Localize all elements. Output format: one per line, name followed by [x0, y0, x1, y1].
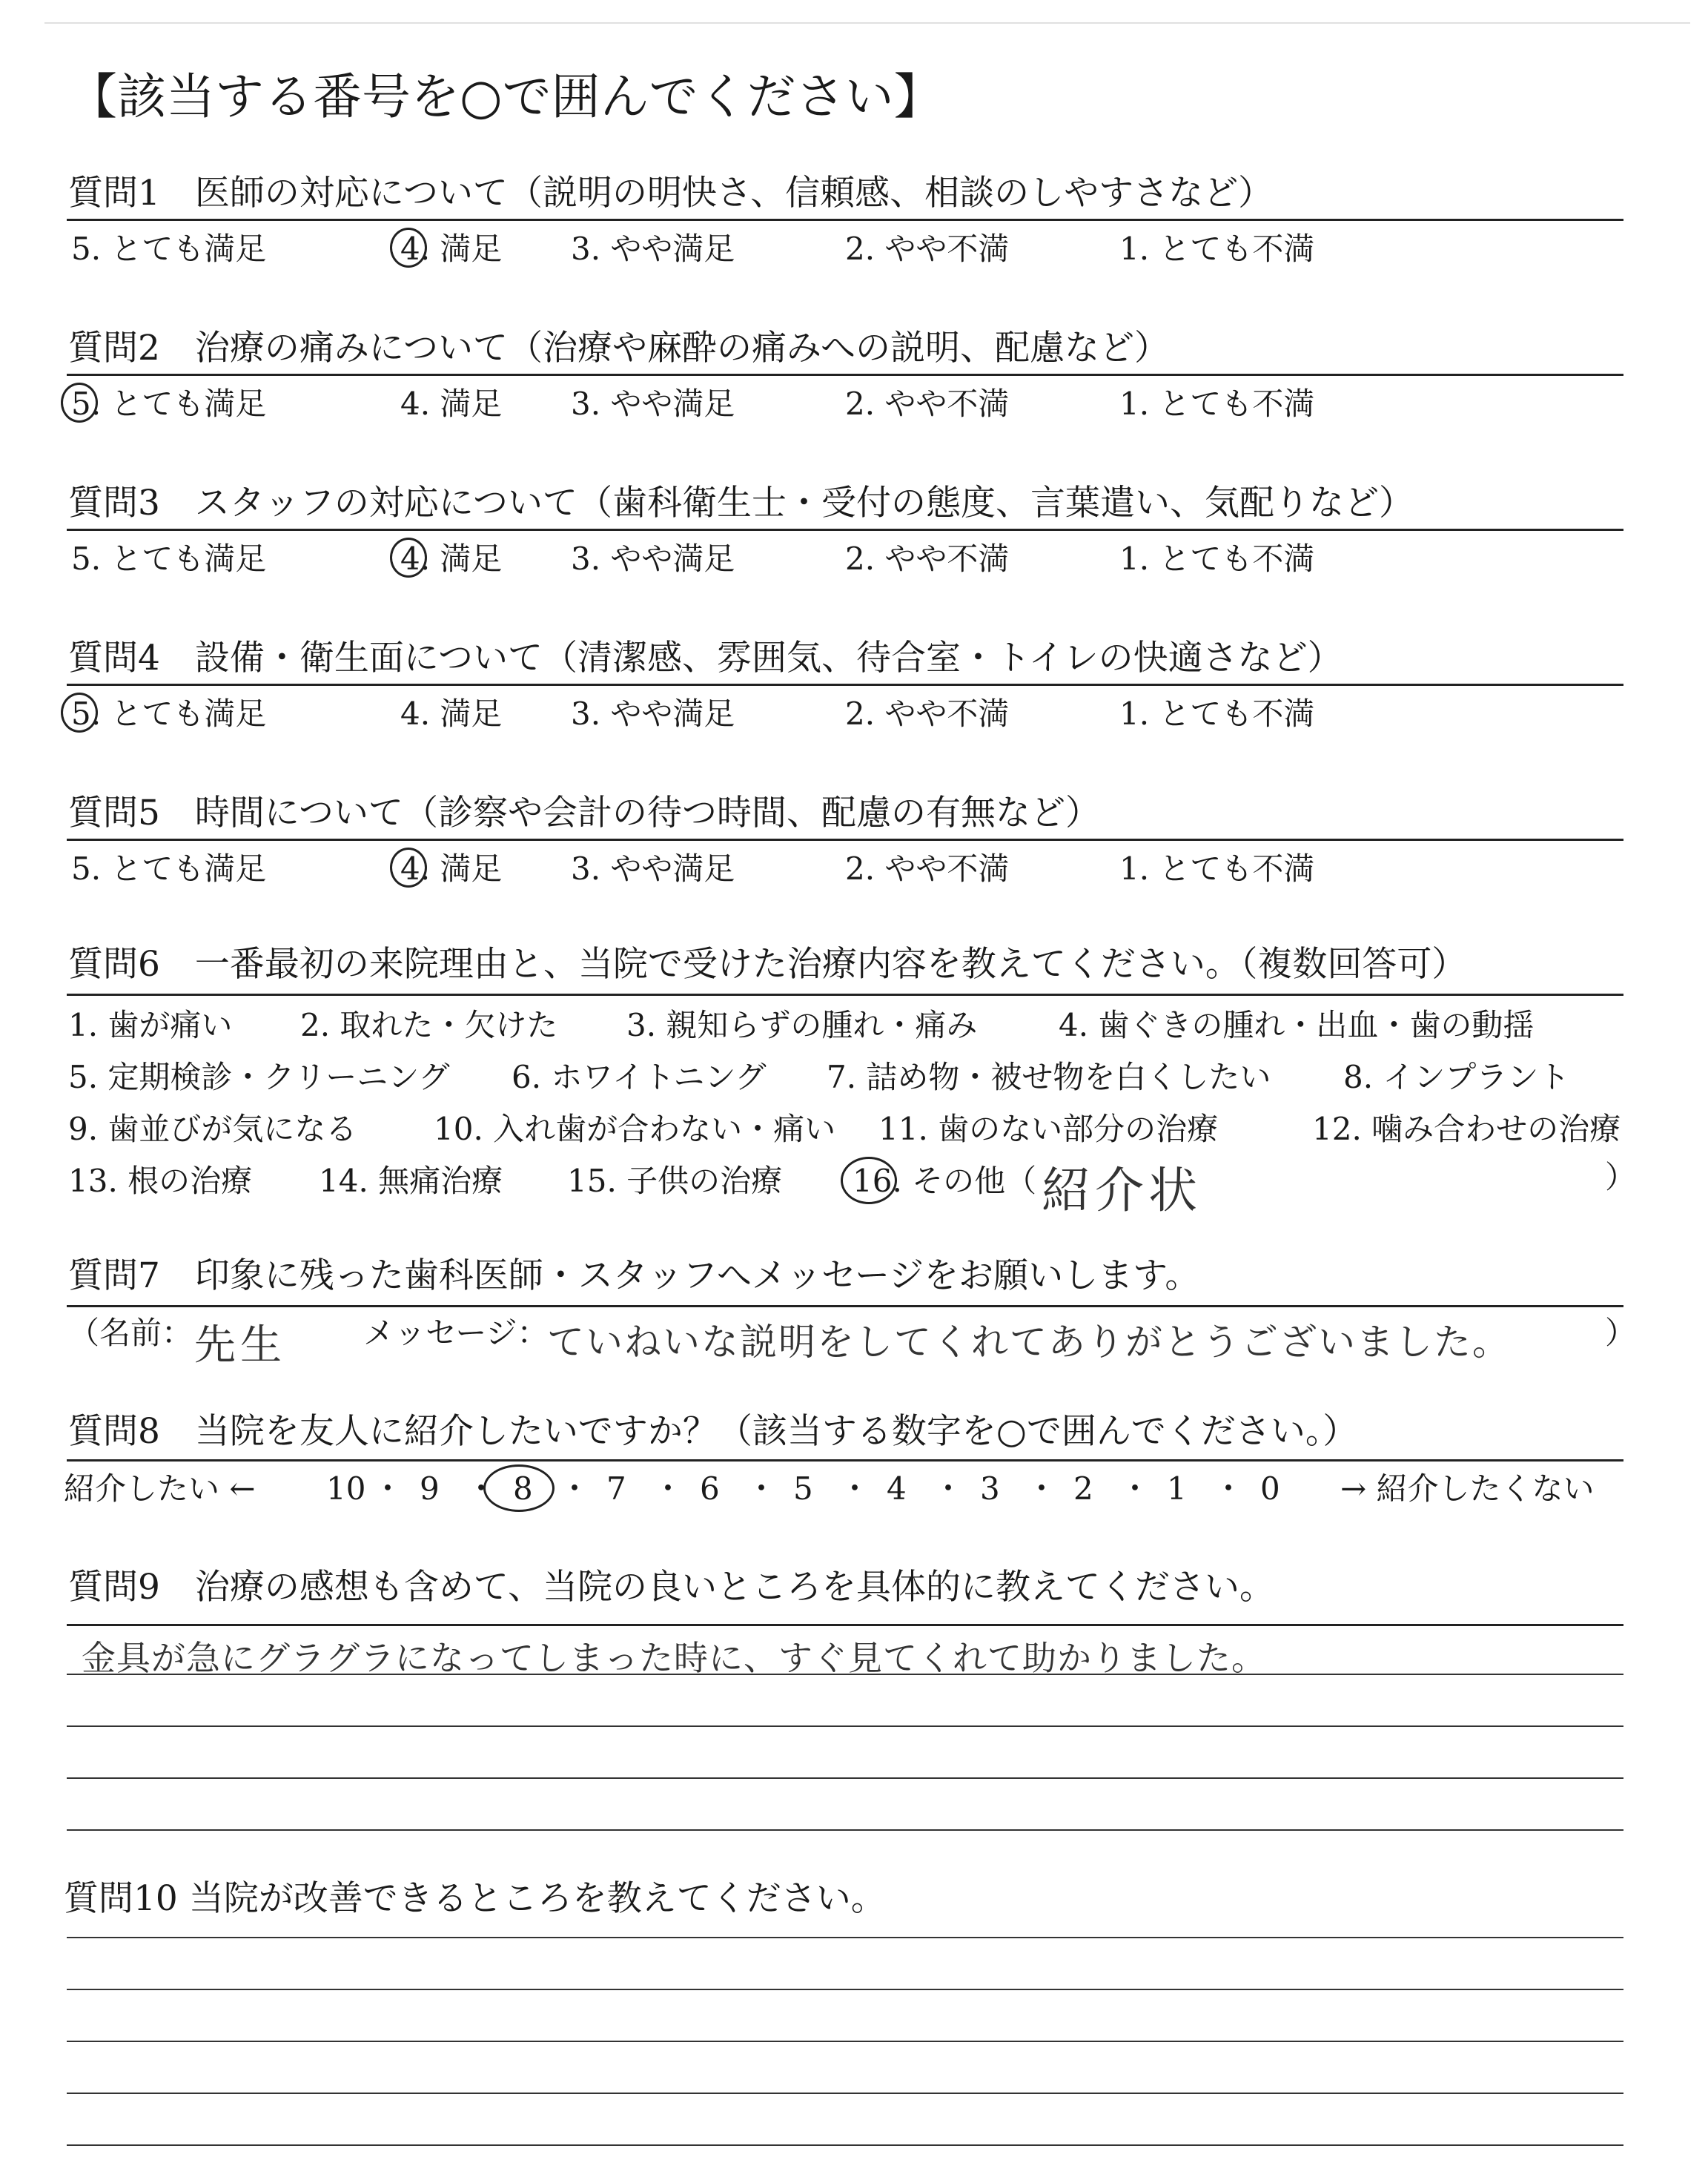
q6-option-15[interactable]: 15. 子供の治療 — [567, 1163, 783, 1199]
q1-option-3[interactable]: 3. やや満足 — [571, 231, 735, 267]
q8-selection-circle — [483, 1464, 555, 1512]
q5-selection-circle — [390, 848, 427, 888]
q5-option-4[interactable]: 4. 満足 — [400, 851, 503, 887]
q2-selection-circle — [61, 383, 98, 423]
q8-scale-separator: ・ — [652, 1470, 684, 1507]
q9-line-4 — [67, 1829, 1623, 1831]
q8-scale-10[interactable]: 10 — [326, 1470, 366, 1507]
q1-selection-circle — [390, 228, 427, 268]
q3-option-1[interactable]: 1. とても不満 — [1119, 541, 1315, 577]
q7-message-label: メッセージ： — [363, 1315, 549, 1351]
q4-option-2[interactable]: 2. やや不満 — [845, 696, 1010, 732]
q5-option-3[interactable]: 3. やや満足 — [571, 851, 735, 887]
q8-scale-separator: ・ — [1213, 1470, 1245, 1507]
q8-scale-separator: ・ — [839, 1470, 871, 1507]
q1-option-4[interactable]: 4. 満足 — [400, 231, 503, 267]
q1-option-1[interactable]: 1. とても不満 — [1119, 231, 1315, 267]
q10-line-2 — [67, 1989, 1623, 1990]
q8-scale-separator: ・ — [746, 1470, 778, 1507]
q7-rule — [67, 1305, 1623, 1307]
q2-heading: 質問2 治療の痛みについて（治療や麻酔の痛みへの説明、配慮など） — [68, 328, 1170, 369]
q2-option-1[interactable]: 1. とても不満 — [1119, 386, 1315, 422]
q8-scale-1[interactable]: 1 — [1167, 1470, 1187, 1507]
q6-rule — [67, 994, 1623, 996]
q3-rule — [67, 529, 1623, 531]
q6-option-7[interactable]: 7. 詰め物・被せ物を白くしたい — [827, 1059, 1271, 1095]
q8-scale-separator: ・ — [1026, 1470, 1058, 1507]
q5-option-2[interactable]: 2. やや不満 — [845, 851, 1010, 887]
q7-name-value[interactable]: 先生 — [194, 1321, 286, 1370]
q8-rule — [67, 1459, 1623, 1462]
q7-message-value[interactable]: ていねいな説明をしてくれてありがとうございました。 — [547, 1321, 1511, 1364]
q8-scale-7[interactable]: 7 — [606, 1470, 626, 1507]
q6-option-10[interactable]: 10. 入れ歯が合わない・痛い — [434, 1111, 836, 1147]
q4-option-1[interactable]: 1. とても不満 — [1119, 696, 1315, 732]
q2-rule — [67, 374, 1623, 376]
q3-option-3[interactable]: 3. やや満足 — [571, 541, 735, 577]
q2-option-5[interactable]: 5. とても満足 — [71, 386, 267, 422]
q5-option-1[interactable]: 1. とても不満 — [1119, 851, 1315, 887]
q6-option-9[interactable]: 9. 歯並びが気になる — [68, 1111, 357, 1147]
q10-line-4 — [67, 2093, 1623, 2094]
q6-option-8[interactable]: 8. インプラント — [1343, 1059, 1570, 1095]
q5-heading: 質問5 時間について（診察や会計の待つ時間、配慮の有無など） — [68, 793, 1100, 833]
q6-option-12[interactable]: 12. 噛み合わせの治療 — [1312, 1111, 1621, 1147]
q2-option-4[interactable]: 4. 満足 — [400, 386, 503, 422]
q1-heading: 質問1 医師の対応について（説明の明快さ、信頼感、相談のしやすさなど） — [68, 173, 1274, 214]
q8-scale-separator: ・ — [372, 1470, 404, 1507]
q6-option-16[interactable]: 16. その他（ — [853, 1163, 1037, 1199]
q10-line-5 — [67, 2144, 1623, 2146]
q9-rule-top — [67, 1624, 1623, 1626]
q8-scale-separator: ・ — [1119, 1470, 1151, 1507]
q3-selection-circle — [390, 538, 427, 578]
q6-option-3[interactable]: 3. 親知らずの腫れ・痛み — [626, 1007, 978, 1043]
q6-other-text[interactable]: 紹介状 — [1042, 1162, 1202, 1219]
q10-line-3 — [67, 2041, 1623, 2042]
q6-option-2[interactable]: 2. 取れた・欠けた — [300, 1007, 558, 1043]
q1-option-5[interactable]: 5. とても満足 — [71, 231, 267, 267]
q5-option-5[interactable]: 5. とても満足 — [71, 851, 267, 887]
q10-line-1 — [67, 1937, 1623, 1938]
q4-option-3[interactable]: 3. やや満足 — [571, 696, 735, 732]
q8-left-label: 紹介したい ← — [64, 1470, 256, 1507]
q6-option-14[interactable]: 14. 無痛治療 — [319, 1163, 503, 1199]
q4-heading: 質問4 設備・衛生面について（清潔感、雰囲気、待合室・トイレの快適さなど） — [68, 638, 1343, 678]
q6-option-6[interactable]: 6. ホワイトニング — [512, 1059, 767, 1095]
q10-heading: 質問10 当院が改善できるところを教えてください。 — [64, 1878, 886, 1919]
q5-rule — [67, 839, 1623, 841]
q8-scale-6[interactable]: 6 — [700, 1470, 720, 1507]
q8-scale-separator: ・ — [933, 1470, 964, 1507]
q6-option-1[interactable]: 1. 歯が痛い — [68, 1007, 233, 1043]
q7-heading: 質問7 印象に残った歯科医師・スタッフへメッセージをお願いします。 — [68, 1255, 1200, 1296]
q3-option-2[interactable]: 2. やや不満 — [845, 541, 1010, 577]
page-top-edge — [44, 22, 1690, 24]
q8-scale-separator: ・ — [466, 1470, 497, 1507]
q4-option-5[interactable]: 5. とても満足 — [71, 696, 267, 732]
q6-option-11[interactable]: 11. 歯のない部分の治療 — [878, 1111, 1219, 1147]
q9-line-2 — [67, 1725, 1623, 1727]
q3-option-5[interactable]: 5. とても満足 — [71, 541, 267, 577]
q8-scale-separator: ・ — [559, 1470, 591, 1507]
q8-heading: 質問8 当院を友人に紹介したいですか？（該当する数字を○で囲んでください。） — [68, 1411, 1358, 1452]
q4-selection-circle — [61, 693, 98, 733]
q9-line-1 — [67, 1674, 1623, 1675]
page-title: 【該当する番号を○で囲んでください】 — [68, 68, 943, 125]
q6-option-4[interactable]: 4. 歯ぐきの腫れ・出血・歯の動揺 — [1059, 1007, 1535, 1043]
q6-close-paren: ） — [1605, 1159, 1637, 1195]
q8-scale-2[interactable]: 2 — [1073, 1470, 1093, 1507]
q4-rule — [67, 684, 1623, 686]
q2-option-3[interactable]: 3. やや満足 — [571, 386, 735, 422]
q6-selection-circle — [841, 1157, 897, 1204]
q9-line-3 — [67, 1777, 1623, 1779]
q3-option-4[interactable]: 4. 満足 — [400, 541, 503, 577]
q8-right-label: → 紹介したくない — [1340, 1470, 1595, 1507]
q1-option-2[interactable]: 2. やや不満 — [845, 231, 1010, 267]
q7-close-paren: ） — [1605, 1315, 1637, 1351]
q8-scale-5[interactable]: 5 — [793, 1470, 813, 1507]
q8-scale-9[interactable]: 9 — [420, 1470, 440, 1507]
q8-scale-4[interactable]: 4 — [887, 1470, 907, 1507]
q9-answer[interactable]: 金具が急にグラグラになってしまった時に、すぐ見てくれて助かりました。 — [82, 1638, 1266, 1678]
q8-scale-3[interactable]: 3 — [980, 1470, 1000, 1507]
q1-rule — [67, 219, 1623, 221]
q3-heading: 質問3 スタッフの対応について（歯科衛生士・受付の態度、言葉遣い、気配りなど） — [68, 483, 1414, 524]
q7-name-label: （名前： — [68, 1315, 193, 1351]
q6-option-13[interactable]: 13. 根の治療 — [68, 1163, 253, 1199]
q6-heading: 質問6 一番最初の来院理由と、当院で受けた治療内容を教えてください。（複数回答可） — [68, 944, 1467, 985]
q8-scale-8[interactable]: 8 — [513, 1470, 533, 1507]
q8-scale-0[interactable]: 0 — [1260, 1470, 1280, 1507]
q9-heading: 質問9 治療の感想も含めて、当院の良いところを具体的に教えてください。 — [68, 1567, 1274, 1608]
q4-option-4[interactable]: 4. 満足 — [400, 696, 503, 732]
q2-option-2[interactable]: 2. やや不満 — [845, 386, 1010, 422]
q6-option-5[interactable]: 5. 定期検診・クリーニング — [68, 1059, 450, 1095]
